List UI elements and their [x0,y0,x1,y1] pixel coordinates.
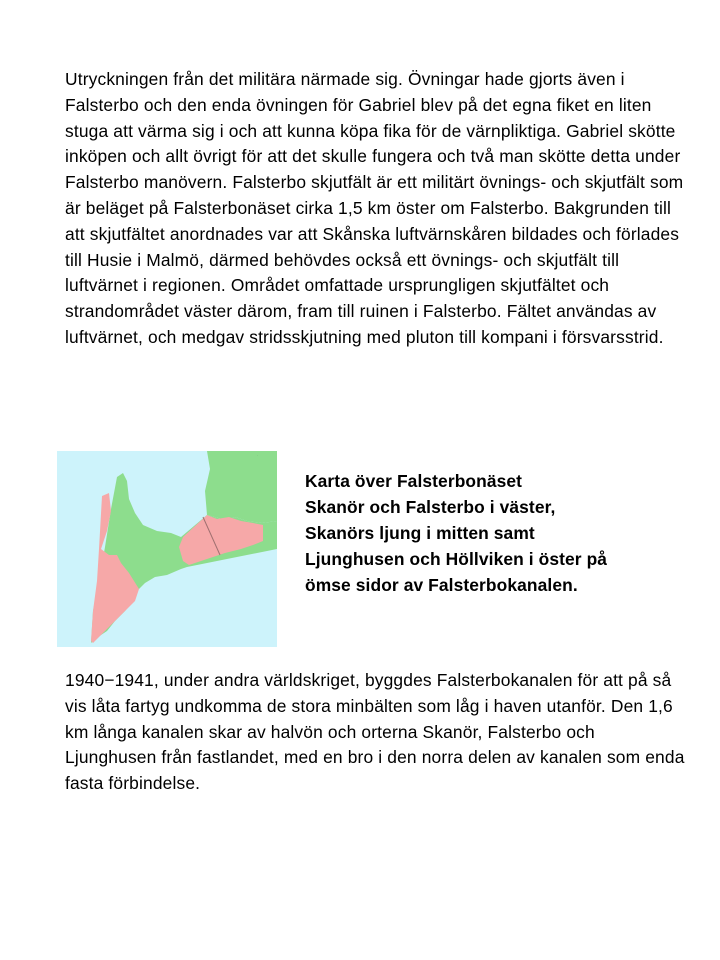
caption-line: Ljunghusen och Höllviken i öster på [305,549,608,569]
body-paragraph-2: 1940−1941, under andra världskriget, byggdes Falsterbokanalen för att på så vis låta fartyg undkomma de stora minbälten som låg i haven utanför. Den 1,6 km långa kanalen skar av halvön och orterna Skanör, Falsterbo och Ljunghusen från fastlandet, med en bro i den norra delen av kanalen som enda fasta förbindelse. [65,670,685,794]
body-paragraph-1: Utryckningen från det militära närmade sig. Övningar hade gjorts även i Falsterbo och den enda övningen för Gabriel blev på det egna fiket en liten stuga att värma sig i och att kunna köpa fika för de värnpliktiga. Gabriel skötte inköpen och allt övrigt för att det skulle fungera och två man skötte detta under Falsterbo manövern. Falsterbo skjutfält är ett militärt övnings- och skjutfält som är beläget på Falsterbonäset cirka 1,5 km öster om Falsterbo. Bakgrunden till att skjutfältet anordnades var att Skånska luftvärnskåren bildades och förlades till Husie i Malmö, därmed behövdes också ett övnings- och skjutfält till luftvärnet i regionen. Området omfattade ursprungligen skjutfältet och strandområdet väster därom, fram till ruinen i Falsterbo. Fältet användas av luftvärnet, och medgav stridsskjutning med pluton till kompani i försvarsstrid. [65,69,684,347]
caption-line: Skanör och Falsterbo i väster, [305,497,556,517]
map-caption [305,468,705,598]
caption-line: ömse sidor av Falsterbokanalen. [305,575,578,595]
caption-line: Karta över Falsterbonäset [305,471,523,491]
map-corner-label: · [257,453,258,457]
caption-line: Skanörs ljung i mitten samt [305,523,535,543]
falsterbo-peninsula-map [57,451,277,647]
map-mainland [205,451,277,523]
